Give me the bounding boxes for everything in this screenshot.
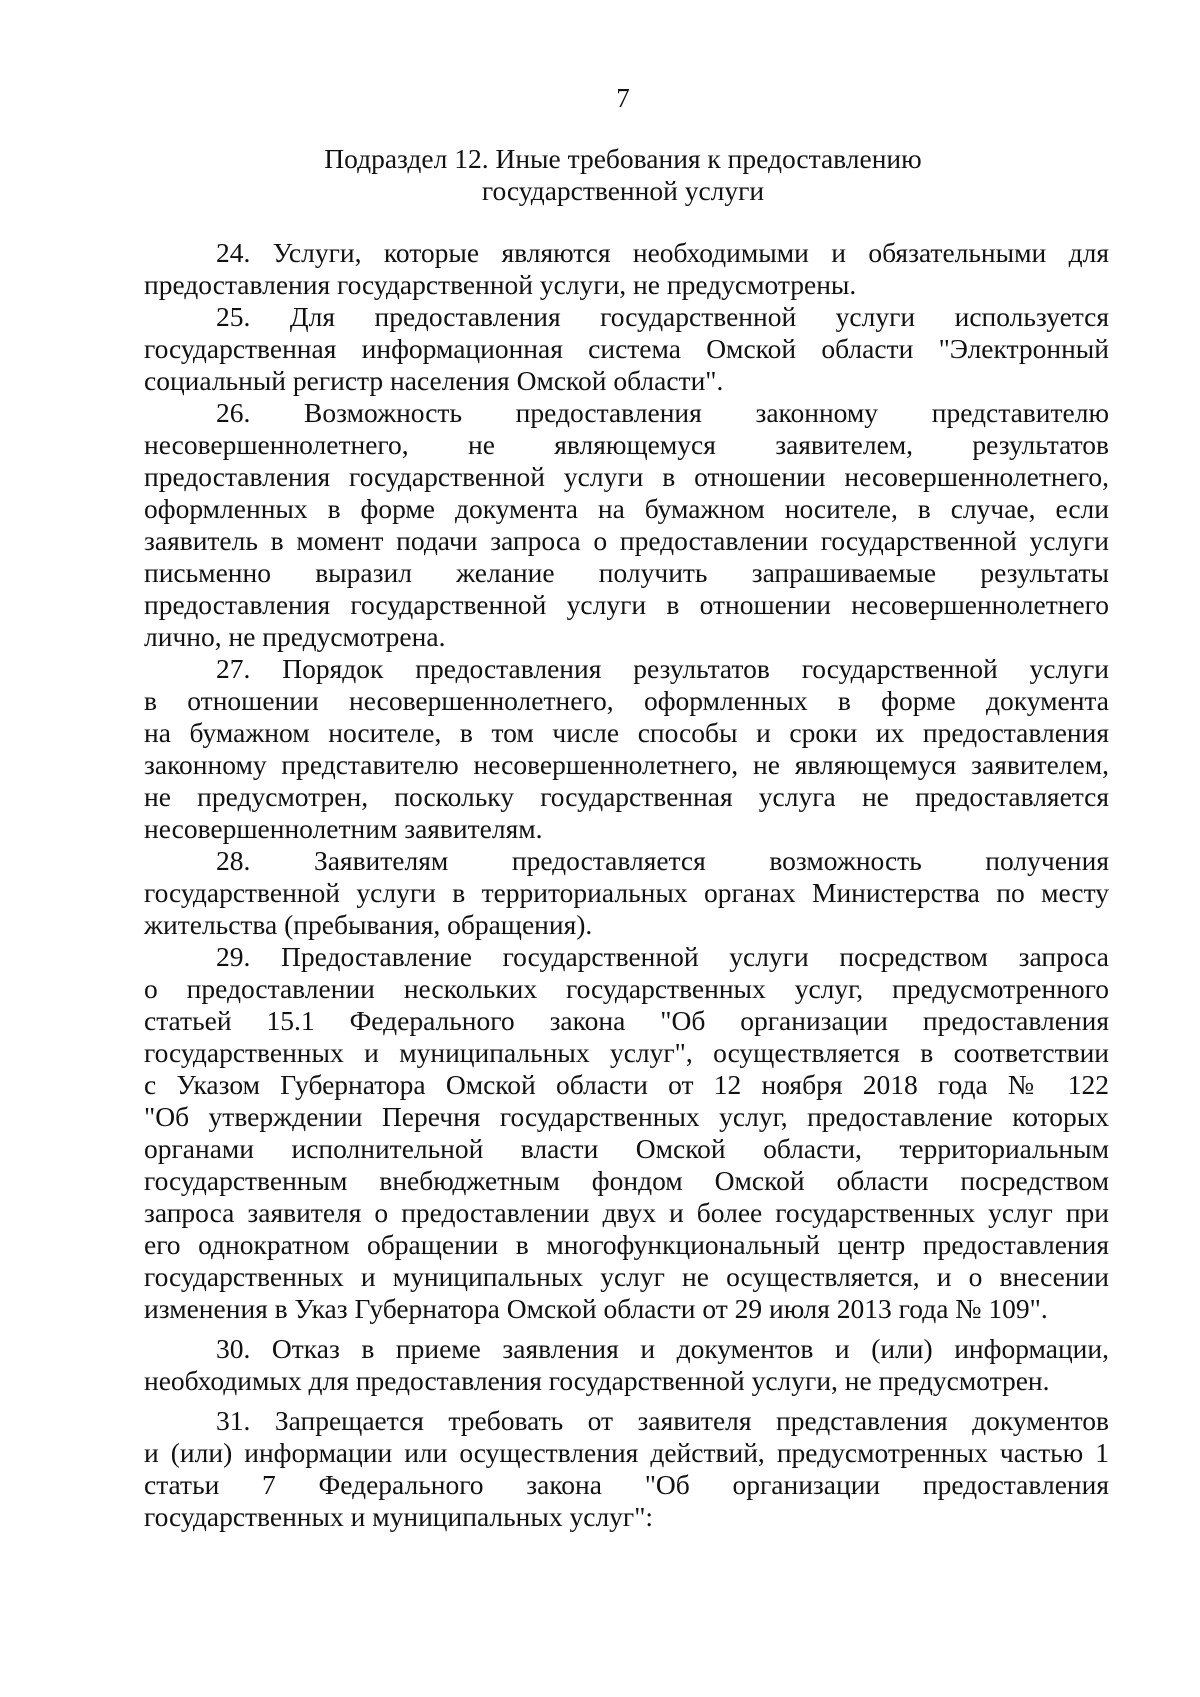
section-heading (240, 143, 1006, 207)
paragraph (144, 1405, 1109, 1533)
paragraph-line: предоставления государственной услуги в отношении несовершеннолетнего, (144, 461, 1109, 492)
paragraph (144, 653, 1109, 845)
paragraph-line: предоставления государственной услуги в отношении несовершеннолетнего (144, 589, 1109, 620)
document-body (144, 237, 1109, 1533)
section-heading-line: государственной услуги (481, 175, 765, 206)
paragraph-line: предоставления государственной услуги, не предусмотрены. (144, 269, 857, 300)
paragraph (144, 397, 1109, 653)
paragraph-line: 25. Для предоставления государственной услуги используется (216, 301, 1109, 332)
paragraph (144, 1333, 1109, 1397)
paragraph-line: необходимых для предоставления государственной услуги, не предусмотрен. (144, 1365, 1050, 1396)
paragraph-line: органами исполнительной власти Омской области, территориальным (144, 1133, 1109, 1164)
paragraph (144, 845, 1109, 941)
paragraph-line: "Об утверждении Перечня государственных услуг, предоставление которых (144, 1101, 1109, 1132)
paragraph-line: и (или) информации или осуществления действий, предусмотренных частью 1 (144, 1437, 1109, 1468)
paragraph-line: с Указом Губернатора Омской области от 12 ноября 2018 года № 122 (144, 1069, 1109, 1100)
paragraph-line: 28. Заявителям предоставляется возможность получения (216, 845, 1109, 876)
paragraph-line: государственных и муниципальных услуг не осуществляется, и о внесении (144, 1261, 1109, 1292)
paragraph-line: лично, не предусмотрена. (144, 621, 446, 652)
paragraph-line: 24. Услуги, которые являются необходимыми и обязательными для (216, 237, 1109, 268)
paragraph-line: на бумажном носителе, в том числе способы и сроки их предоставления (144, 717, 1109, 748)
paragraph (144, 237, 1109, 301)
paragraph-line: изменения в Указ Губернатора Омской области от 29 июля 2013 года № 109". (144, 1293, 1048, 1324)
paragraph-line: письменно выразил желание получить запрашиваемые результаты (144, 557, 1109, 588)
paragraph-line: государственной услуги в территориальных органах Министерства по месту (144, 877, 1109, 908)
paragraph-line: не предусмотрен, поскольку государственная услуга не предоставляется (144, 781, 1109, 812)
paragraph-line: 29. Предоставление государственной услуги посредством запроса (216, 941, 1109, 972)
paragraph (144, 301, 1109, 397)
section-heading-line: Подраздел 12. Иные требования к предоставлению (324, 143, 922, 174)
paragraph-line: государственная информационная система Омской области "Электронный (144, 333, 1109, 364)
paragraph-line: несовершеннолетним заявителям. (144, 813, 543, 844)
paragraph-line: в отношении несовершеннолетнего, оформленных в форме документа (144, 685, 1109, 716)
paragraph-line: государственным внебюджетным фондом Омской области посредством (144, 1165, 1109, 1196)
page-number: 7 (616, 83, 630, 113)
paragraph-line: 30. Отказ в приеме заявления и документов и (или) информации, (216, 1333, 1109, 1364)
paragraph-line: статьи 7 Федерального закона "Об организации предоставления (144, 1469, 1109, 1500)
paragraph-line: 26. Возможность предоставления законному представителю (216, 397, 1109, 428)
paragraph-line: государственных и муниципальных услуг": (144, 1501, 654, 1532)
paragraph-line: его однократном обращении в многофункциональный центр предоставления (144, 1229, 1109, 1260)
paragraph-line: государственных и муниципальных услуг", осуществляется в соответствии (144, 1037, 1109, 1068)
paragraph-line: 27. Порядок предоставления результатов государственной услуги (216, 653, 1109, 684)
paragraph-line: 31. Запрещается требовать от заявителя представления документов (216, 1405, 1109, 1436)
paragraph-line: жительства (пребывания, обращения). (144, 909, 593, 940)
paragraph-line: социальный регистр населения Омской области". (144, 365, 724, 396)
paragraph-line: оформленных в форме документа на бумажном носителе, в случае, если (144, 493, 1109, 524)
paragraph-line: запроса заявителя о предоставлении двух и более государственных услуг при (144, 1197, 1109, 1228)
paragraph-line: законному представителю несовершеннолетнего, не являющемуся заявителем, (144, 749, 1109, 780)
paragraph-line: заявитель в момент подачи запроса о предоставлении государственной услуги (144, 525, 1109, 556)
paragraph-line: несовершеннолетнего, не являющемуся заявителем, результатов (144, 429, 1109, 460)
paragraph-line: статьей 15.1 Федерального закона "Об организации предоставления (144, 1005, 1109, 1036)
paragraph-line: о предоставлении нескольких государственных услуг, предусмотренного (144, 973, 1109, 1004)
paragraph (144, 941, 1109, 1325)
